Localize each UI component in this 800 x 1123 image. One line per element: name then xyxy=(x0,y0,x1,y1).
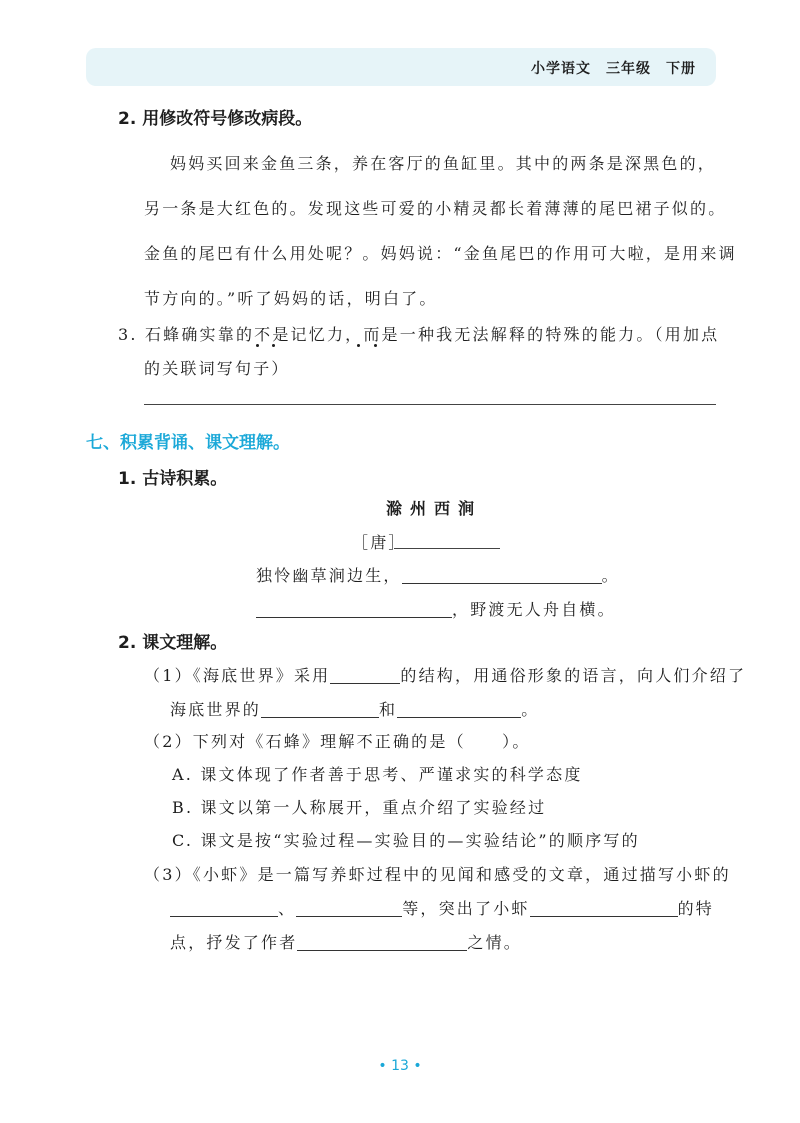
p1-text-d: 和 xyxy=(379,700,398,719)
emphasis-dot xyxy=(256,344,259,347)
p3-blank-3[interactable] xyxy=(530,898,678,917)
poem-line-1 xyxy=(256,563,620,586)
emphasis-dot xyxy=(374,344,377,347)
p1-blank-2[interactable] xyxy=(397,699,521,718)
answer-line[interactable] xyxy=(144,404,716,405)
poem-line-2-text: ，野渡无人舟自横。 xyxy=(452,600,616,619)
book-title: 小学语文 三年级 下册 xyxy=(531,61,696,77)
poem-line-1-text: 独怜幽草涧边生， xyxy=(256,566,402,585)
sub-title-poem: 1. 古诗积累。 xyxy=(118,469,228,489)
p1-text-c: 海底世界的 xyxy=(170,700,262,719)
option-c[interactable]: C. 课文是按“实验过程—实验目的—实验结论”的顺序写的 xyxy=(172,831,640,850)
poem-title: 滁州西涧 xyxy=(386,499,483,518)
p3-sep: 、 xyxy=(278,899,297,918)
p3-blank-1[interactable] xyxy=(170,898,278,917)
p3-line-2 xyxy=(170,896,714,919)
q2-line-2: 另一条是大红色的。发现这些可爱的小精灵都长着薄薄的尾巴裙子似的。 xyxy=(144,199,727,218)
p3-line-1: （3）《小虾》是一篇写养虾过程中的见闻和感受的文章，通过描写小虾的 xyxy=(144,865,731,884)
q2-line-1: 妈妈买回来金鱼三条，养在客厅的鱼缸里。其中的两条是深黑色的， xyxy=(170,154,717,173)
p1-line-2 xyxy=(170,697,539,720)
p1-text-e: 。 xyxy=(521,700,540,719)
p1-text-b: 的结构，用通俗形象的语言，向人们介绍了 xyxy=(400,666,747,685)
option-b[interactable]: B. 课文以第一人称展开，重点介绍了实验经过 xyxy=(172,798,547,817)
p1-line-1 xyxy=(144,663,746,686)
p1-blank-1[interactable] xyxy=(261,699,379,718)
p2-question: （2）下列对《石蜂》理解不正确的是（ ）。 xyxy=(144,732,531,751)
q2-line-4: 节方向的。”听了妈妈的话，明白了。 xyxy=(144,289,438,308)
author-blank[interactable] xyxy=(394,548,500,549)
p3-end: 的特 xyxy=(677,899,715,918)
emphasis-dot xyxy=(272,344,275,347)
poem-blank-2[interactable] xyxy=(256,599,452,618)
q3-line-1: 3. 石蜂确实靠的不是记忆力，而是一种我无法解释的特殊的能力。（用加点 xyxy=(118,325,720,344)
section-title: 七、积累背诵、课文理解。 xyxy=(86,433,290,453)
q2-title: 2. 用修改符号修改病段。 xyxy=(118,109,313,129)
p1-blank-structure[interactable] xyxy=(330,665,400,684)
poem-line-2 xyxy=(256,597,616,620)
q2-line-3: 金鱼的尾巴有什么用处呢？。妈妈说：“金鱼尾巴的作用可大啦，是用来调 xyxy=(144,244,737,263)
p3-mid: 等，突出了小虾 xyxy=(402,899,530,918)
poem-line-1-end: 。 xyxy=(601,566,620,585)
option-a[interactable]: A. 课文体现了作者善于思考、严谨求实的科学态度 xyxy=(172,765,583,784)
emphasis-dot xyxy=(357,344,360,347)
p3-line3-end: 之情。 xyxy=(467,933,523,952)
page-number: • 13 • xyxy=(378,1058,422,1074)
p1-text-a: （1）《海底世界》采用 xyxy=(144,666,331,685)
sub-title-text: 2. 课文理解。 xyxy=(118,633,228,653)
poem-blank-1[interactable] xyxy=(402,565,602,584)
poem-dynasty: ［唐］ xyxy=(352,533,407,552)
p3-line3-start: 点，抒发了作者 xyxy=(170,933,298,952)
p3-blank-4[interactable] xyxy=(297,932,467,951)
header-bar xyxy=(86,48,716,86)
p3-line-3 xyxy=(170,930,522,953)
q3-line-2: 的关联词写句子） xyxy=(144,359,290,378)
p3-blank-2[interactable] xyxy=(296,898,402,917)
